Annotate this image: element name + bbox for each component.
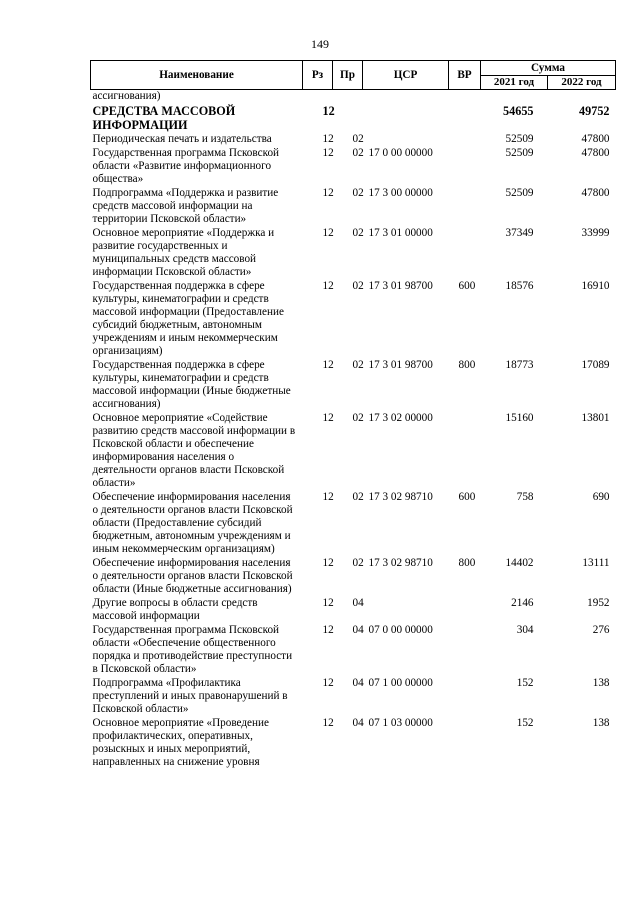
row-csr: 17 3 01 00000 [368,227,433,239]
row-csr [363,597,449,624]
row-vr [449,597,481,624]
row-sum-2021: 14402 [505,557,534,569]
row-sum-2022: 13801 [581,412,610,424]
row-pr: 04 [352,677,364,689]
row-sum-2022: 276 [592,624,610,636]
table-header [91,61,616,90]
row-rz: 12 [322,597,334,609]
row-pr: 04 [352,717,364,729]
table-row [91,90,616,105]
row-sum-2021: 304 [516,624,534,636]
table-row [91,104,616,133]
row-pr: 02 [352,491,364,503]
table-row [91,227,616,280]
table-row [91,412,616,491]
row-sum-2021: 758 [516,491,534,503]
header-year-2021: 2021 год [481,76,548,90]
row-vr [449,133,481,147]
table-row [91,597,616,624]
row-sum-2021: 37349 [505,227,534,239]
row-vr [449,104,481,133]
row-sum-2021: 52509 [505,187,534,199]
row-name: Государственная программа Псковской области «Обеспечение общественного порядка и противодействие преступности в Псковской области» [92,624,293,675]
row-rz: 12 [322,677,334,689]
row-pr: 02 [352,227,364,239]
row-sum-2022: 690 [592,491,610,503]
row-sum-2021: 15160 [505,412,534,424]
row-vr [449,227,481,280]
row-csr: 17 3 02 98710 [368,491,433,503]
row-sum-2022: 16910 [581,280,610,292]
row-name: ассигнования) [92,90,161,102]
row-rz: 12 [322,557,334,569]
row-vr: 800 [458,359,476,371]
row-vr [449,147,481,187]
row-name: Основное мероприятие «Поддержка и развитие государственных и муниципальных средств массовой информации Псковской области» [92,227,275,278]
row-csr: 17 3 01 98700 [368,280,433,292]
row-sum-2022: 13111 [582,557,610,569]
row-sum-2022: 47800 [581,147,610,159]
table-body [91,90,616,771]
row-csr: 17 3 00 00000 [368,187,433,199]
row-sum-2022: 49752 [579,104,610,118]
row-csr [363,104,449,133]
table-row [91,677,616,717]
row-pr: 02 [352,133,364,145]
header-pr: Пр [333,61,363,90]
row-name: Обеспечение информирования населения о деятельности органов власти Псковской области (Предоставление субсидий бюджетным, автономным учреждениям и иным некоммерческим организациям) [92,491,293,555]
row-vr [449,624,481,677]
table-row [91,717,616,770]
row-pr [333,104,363,133]
header-vr: ВР [449,61,481,90]
row-name: Государственная программа Псковской области «Развитие информационного общества» [92,147,280,185]
row-sum-2022: 47800 [581,133,610,145]
page-number: 149 [311,37,329,51]
row-vr: 800 [458,557,476,569]
row-sum-2021: 2146 [511,597,534,609]
row-pr: 02 [352,280,364,292]
row-rz: 12 [322,147,334,159]
row-rz: 12 [322,280,334,292]
row-rz: 12 [322,412,334,424]
row-sum-2022: 138 [592,717,610,729]
row-sum-2022 [548,90,616,105]
row-rz: 12 [322,359,334,371]
row-name: Государственная поддержка в сфере культуры, кинематографии и средств массовой информации (Предоставление субсидий бюджетным, автономным учреждениям и иным некоммерческим организациям) [92,280,284,357]
row-rz: 12 [322,104,335,118]
row-pr [333,90,363,105]
row-rz: 12 [322,187,334,199]
row-vr: 600 [458,280,476,292]
row-name: Подпрограмма «Поддержка и развитие средств массовой информации на территории Псковской области» [92,187,279,225]
row-vr [449,187,481,227]
table-row [91,359,616,412]
row-csr: 07 1 03 00000 [368,717,433,729]
row-sum-2022: 47800 [581,187,610,199]
row-sum-2021: 52509 [505,133,534,145]
row-name: Другие вопросы в области средств массовой информации [92,597,258,622]
row-rz: 12 [322,624,334,636]
row-rz [303,90,333,105]
row-sum-2022: 138 [592,677,610,689]
row-sum-2021: 18576 [505,280,534,292]
row-vr [449,717,481,770]
header-name: Наименование [91,61,303,90]
row-pr: 02 [352,147,364,159]
row-vr [449,412,481,491]
row-sum-2021: 52509 [505,147,534,159]
row-rz: 12 [322,717,334,729]
row-csr: 07 0 00 00000 [368,624,433,636]
row-sum-2021: 18773 [505,359,534,371]
budget-table-container [90,60,615,770]
row-pr: 02 [352,187,364,199]
row-csr: 07 1 00 00000 [368,677,433,689]
row-csr [363,90,449,105]
row-name: Периодическая печать и издательства [92,133,272,145]
row-pr: 04 [352,597,364,609]
row-pr: 02 [352,557,364,569]
header-year-2022: 2022 год [548,76,616,90]
header-rz: Рз [303,61,333,90]
row-vr: 600 [458,491,476,503]
row-sum-2022: 17089 [581,359,610,371]
row-csr: 17 3 02 98710 [368,557,433,569]
row-csr: 17 3 02 00000 [368,412,433,424]
row-name: Государственная поддержка в сфере культуры, кинематографии и средств массовой информации (Иные бюджетные ассигнования) [92,359,291,410]
row-csr [363,133,449,147]
budget-table [90,60,616,770]
row-rz: 12 [322,133,334,145]
table-row [91,624,616,677]
row-pr: 04 [352,624,364,636]
header-sum: Сумма [481,61,616,76]
row-name: СРЕДСТВА МАССОВОЙ ИНФОРМАЦИИ [92,104,236,132]
row-name: Обеспечение информирования населения о деятельности органов власти Псковской области (Иные бюджетные ассигнования) [92,557,293,595]
table-row [91,187,616,227]
row-name: Основное мероприятие «Содействие развитию средств массовой информации в Псковской области и обеспечение информирования населения о деятельности органов власти Псковской области» [92,412,296,489]
table-row [91,280,616,359]
table-row [91,491,616,557]
row-sum-2021 [481,90,548,105]
row-rz: 12 [322,491,334,503]
row-rz: 12 [322,227,334,239]
row-csr: 17 3 01 98700 [368,359,433,371]
row-sum-2022: 33999 [581,227,610,239]
row-vr [449,90,481,105]
row-name: Подпрограмма «Профилактика преступлений и иных правонарушений в Псковской области» [92,677,288,715]
table-row [91,147,616,187]
table-row [91,557,616,597]
row-csr: 17 0 00 00000 [368,147,433,159]
row-sum-2022: 1952 [587,597,610,609]
row-vr [449,677,481,717]
row-sum-2021: 152 [516,717,534,729]
row-pr: 02 [352,359,364,371]
row-pr: 02 [352,412,364,424]
row-name: Основное мероприятие «Проведение профилактических, оперативных, розыскных и иных мероприятий, направленных на снижение уровня [92,717,269,768]
row-sum-2021: 54655 [503,104,534,118]
header-csr: ЦСР [363,61,449,90]
table-row [91,133,616,147]
row-sum-2021: 152 [516,677,534,689]
